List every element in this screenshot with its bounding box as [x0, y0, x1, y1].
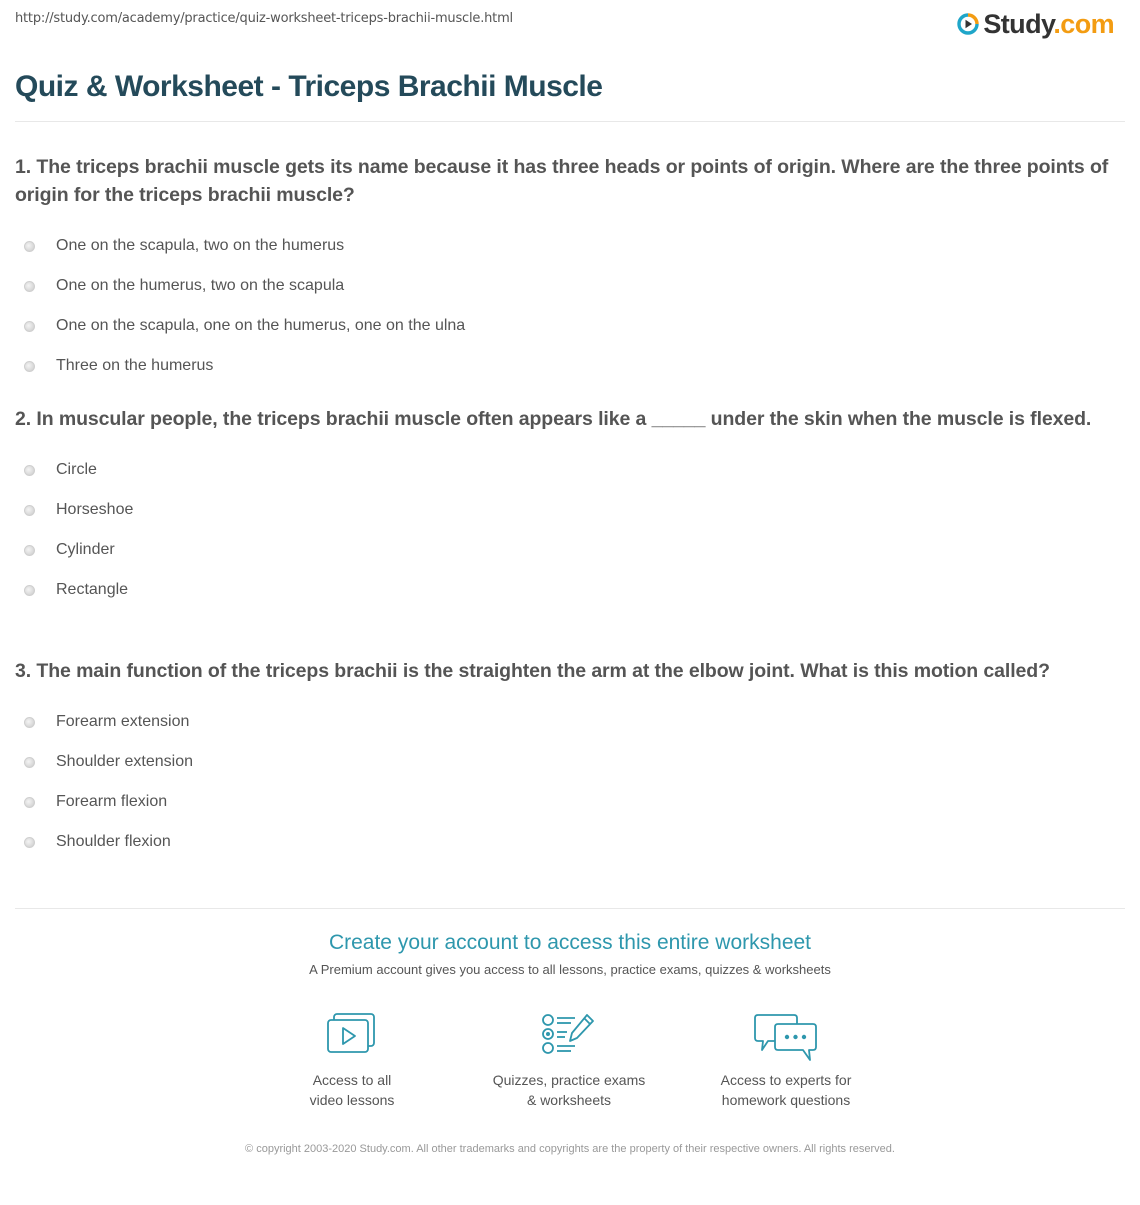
feature-label: Access to experts for homework questions	[720, 1072, 852, 1108]
radio-icon[interactable]	[24, 837, 35, 848]
answer-option[interactable]	[15, 822, 1115, 862]
radio-icon[interactable]	[24, 361, 35, 372]
divider	[15, 908, 1125, 909]
answer-list	[15, 450, 1115, 610]
answer-label: Shoulder flexion	[56, 833, 171, 850]
feature-label: Quizzes, practice exams & worksheets	[492, 1072, 646, 1108]
quiz-checklist-icon	[541, 1012, 597, 1056]
study-logo[interactable]	[957, 8, 1114, 40]
feature-quizzes	[469, 1012, 669, 1110]
page-title: Quiz & Worksheet - Triceps Brachii Muscle	[15, 70, 603, 103]
answer-option[interactable]	[15, 490, 1115, 530]
play-circle-logo-icon	[957, 13, 979, 35]
answer-option[interactable]	[15, 742, 1115, 782]
question-text: 3. The main function of the triceps brachii is the straighten the arm at the elbow joint. What is this motion called?	[15, 660, 1050, 682]
chat-bubbles-icon	[754, 1012, 818, 1062]
page-url: http://study.com/academy/practice/quiz-worksheet-triceps-brachii-muscle.html	[15, 11, 513, 26]
question-2	[15, 405, 1115, 610]
logo-wordmark: Study.com	[983, 9, 1114, 39]
radio-icon[interactable]	[24, 717, 35, 728]
cta-subtitle: A Premium account gives you access to all lessons, practice exams, quizzes & worksheets	[309, 962, 831, 977]
answer-option[interactable]	[15, 570, 1115, 610]
create-account-link[interactable]: Create your account to access this entire worksheet	[328, 931, 812, 954]
answer-label: Three on the humerus	[56, 357, 214, 374]
answer-option[interactable]	[15, 450, 1115, 490]
answer-option[interactable]	[15, 702, 1115, 742]
answer-label: Cylinder	[56, 541, 115, 558]
radio-icon[interactable]	[24, 241, 35, 252]
divider	[15, 121, 1125, 122]
feature-video-lessons	[252, 1012, 452, 1110]
answer-option[interactable]	[15, 346, 1115, 386]
answer-option[interactable]	[15, 782, 1115, 822]
question-text: 2. In muscular people, the triceps brachii muscle often appears like a _____ under the skin when the muscle is flexed.	[15, 408, 1092, 430]
radio-icon[interactable]	[24, 545, 35, 556]
answer-label: Forearm flexion	[56, 793, 168, 810]
radio-icon[interactable]	[24, 585, 35, 596]
question-1	[15, 153, 1115, 386]
copyright-notice: © copyright 2003-2020 Study.com. All other trademarks and copyrights are the property of their respective owners. All rights reserved.	[245, 1143, 895, 1155]
feature-experts	[686, 1012, 886, 1110]
answer-label: One on the humerus, two on the scapula	[56, 277, 345, 294]
answer-option[interactable]	[15, 266, 1115, 306]
answer-label: Forearm extension	[56, 713, 190, 730]
radio-icon[interactable]	[24, 757, 35, 768]
answer-label: Circle	[56, 461, 97, 478]
video-lessons-icon	[326, 1012, 378, 1056]
radio-icon[interactable]	[24, 797, 35, 808]
radio-icon[interactable]	[24, 505, 35, 516]
radio-icon[interactable]	[24, 465, 35, 476]
answer-label: Shoulder extension	[56, 753, 193, 770]
answer-option[interactable]	[15, 530, 1115, 570]
answer-option[interactable]	[15, 226, 1115, 266]
feature-label: Access to all video lessons	[309, 1072, 395, 1108]
answer-label: Rectangle	[56, 581, 129, 598]
answer-list	[15, 226, 1115, 386]
answer-option[interactable]	[15, 306, 1115, 346]
question-text: 1. The triceps brachii muscle gets its name because it has three heads or points of origin. Where are the three points of origin for the triceps brachii muscle?	[15, 156, 1109, 206]
question-3	[15, 657, 1115, 862]
answer-label: One on the scapula, one on the humerus, one on the ulna	[56, 317, 466, 334]
answer-label: Horseshoe	[56, 501, 134, 518]
radio-icon[interactable]	[24, 321, 35, 332]
answer-list	[15, 702, 1115, 862]
answer-label: One on the scapula, two on the humerus	[56, 237, 345, 254]
radio-icon[interactable]	[24, 281, 35, 292]
